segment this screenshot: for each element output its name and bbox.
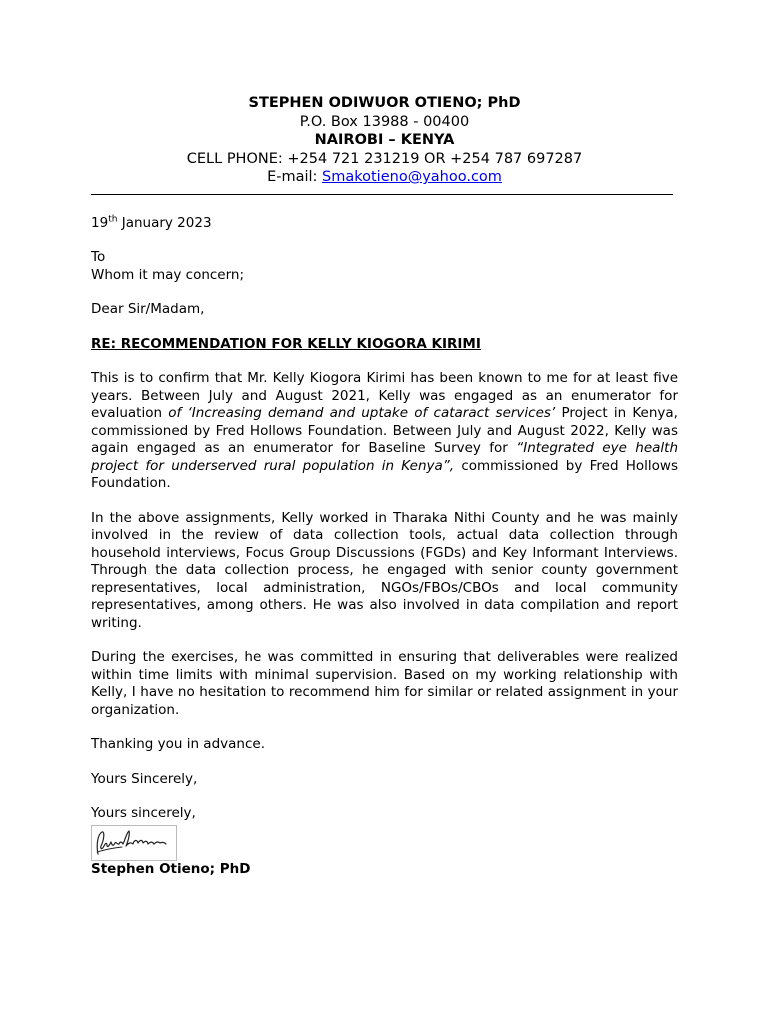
closing-1: Yours Sincerely, (91, 770, 198, 787)
body-paragraph-2: In the above assignments, Kelly worked in Tharaka Nithi County and he was mainly involved in the review of data collection tools, actual data collection through household interviews, Focus Group Discussions (FGDs) and Key Informant Interviews. Through the data collection process, he engaged with senior county government representatives, local administration, NGOs/FBOs/CBOs and local community representatives, among others. He was also involved in data compilation and report writing. (91, 509, 678, 631)
para1-text-a: This is to confirm that Mr. Kelly Kiogora Kirimi has been known to me for at least five years. Between July and August 2021, Kelly was engaged as an enumerator for evaluation (91, 370, 678, 421)
header-divider (91, 188, 673, 195)
sender-phone: CELL PHONE: +254 721 231219 OR +254 787 697287 (186, 150, 583, 167)
email-label: E-mail: (267, 169, 323, 185)
signatory-name: Stephen Otieno; PhD (91, 860, 251, 877)
date-rest: January 2023 (117, 214, 212, 231)
para1-text-c: Project in Kenya, commissioned by Fred Hollows Foundation. Between July and August 2022, Kelly was again engaged as an enumerator for Baseline Survey for (91, 405, 678, 456)
para1-text-e: commissioned by Fred Hollows Foundation. (91, 457, 679, 491)
handwritten-signature (91, 825, 177, 861)
date-day: 19 (91, 214, 109, 231)
para1-italic-project-2: “Integrated eye health project for underserved rural population in Kenya”, (91, 440, 678, 474)
date-suffix: th (108, 214, 118, 224)
letter-date (91, 215, 678, 233)
closing-2: Yours sincerely, (91, 805, 196, 821)
recipient-whom: Whom it may concern; (91, 266, 245, 283)
letterhead (91, 94, 678, 187)
body-paragraph-3: During the exercises, he was committed in ensuring that deliverables were realized within time limits with minimal supervision. Based on my working relationship with Kelly, I have no hesitation to recommend him for similar or related assignment in your organization. (91, 649, 678, 718)
subject-line: RE: RECOMMENDATION FOR KELLY KIOGORA KIRIMI (91, 335, 481, 352)
para1-italic-project: of ‘Increasing demand and uptake of cataract services’ (168, 405, 556, 421)
recipient-block (91, 249, 678, 284)
letter-page (91, 94, 678, 878)
sender-email-line (91, 168, 678, 187)
body-paragraph-1 (91, 370, 678, 493)
recipient-to: To (91, 249, 106, 265)
thanks-line: Thanking you in advance. (91, 736, 265, 752)
sender-po-box: P.O. Box 13988 - 00400 (299, 113, 470, 130)
salutation: Dear Sir/Madam, (91, 301, 205, 317)
sender-name: STEPHEN ODIWUOR OTIENO; PhD (248, 95, 521, 111)
sender-city: NAIROBI – KENYA (314, 132, 455, 148)
email-link[interactable]: Smakotieno@yahoo.com (322, 169, 502, 185)
